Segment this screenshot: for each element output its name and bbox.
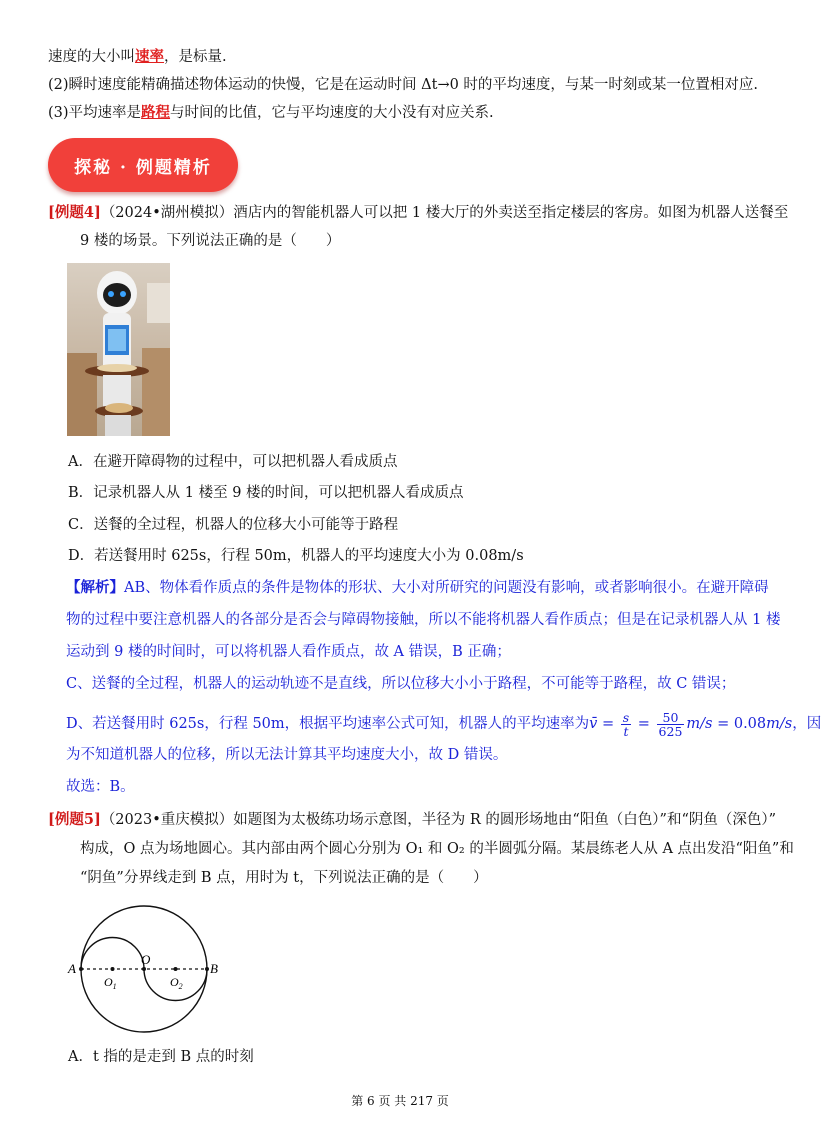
formula-fraction-s-over-t xyxy=(621,711,631,738)
analysis-text: AB、物体看作质点的条件是物体的形状、大小对所研究的问题没有影响，或者影响很小。在避开障碍 xyxy=(124,580,769,596)
intro-text: ，是标量. xyxy=(164,49,227,65)
example4-stem: （2024•湖州模拟）酒店内的智能机器人可以把 1 楼大厅的外卖送至指定楼层的客房。如图为机器人送餐至 xyxy=(100,205,789,221)
example5-option-a: A．t 指的是走到 B 点的时刻 xyxy=(68,1049,254,1065)
taiji-diagram xyxy=(60,900,240,1038)
example4-option-b: B．记录机器人从 1 楼至 9 楼的时间，可以把机器人看成质点 xyxy=(68,485,464,501)
label-b: B xyxy=(210,961,218,976)
formula-unit: m/s xyxy=(766,716,793,732)
label-a: A xyxy=(68,961,76,976)
intro-line-1 xyxy=(48,47,227,67)
analysis-line-6: 为不知道机器人的位移，所以无法计算其平均速度大小，故 D 错误。 xyxy=(66,747,508,763)
example5-tag: [例题5] xyxy=(48,811,101,828)
analysis-line-3: 运动到 9 楼的时间时，可以将机器人看作质点，故 A 错误，B 正确； xyxy=(66,644,511,660)
example5-stem-line-1 xyxy=(48,810,776,830)
example5-stem-line-2: 构成，O 点为场地圆心。其内部由两个圆心分别为 O₁ 和 O₂ 的半圆弧分隔。某晨练老人从 A 点出发沿“阳鱼”和 xyxy=(80,841,794,857)
label-o2: $O_2$ xyxy=(170,975,183,991)
intro-text: 速度的大小叫 xyxy=(48,49,135,65)
fraction-denominator: 625 xyxy=(658,723,683,739)
fraction-denominator: t xyxy=(623,723,629,739)
analysis-line-1 xyxy=(66,578,769,598)
intro-line-2: (2)瞬时速度能精确描述物体运动的快慢，它是在运动时间 Δt→0 时的平均速度，与某一时刻或某一位置相对应. xyxy=(48,77,759,93)
analysis-text: D、若送餐用时 625s，行程 50m，根据平均速率公式可知，机器人的平均速率为 xyxy=(66,716,590,732)
analysis-text: ，因 xyxy=(792,716,821,732)
section-banner: 探秘 · 例题精析 xyxy=(48,138,238,192)
page-footer: 第 6 页 共 217 页 xyxy=(351,1094,449,1108)
example4-option-d: D．若送餐用时 625s，行程 50m，机器人的平均速度大小为 0.08m/s xyxy=(68,548,524,564)
example4-stem-line-2: 9 楼的场景。下列说法正确的是（ ） xyxy=(80,233,341,249)
fraction-numerator: s xyxy=(622,709,630,725)
formula-equals: = xyxy=(597,716,619,732)
robot-photo xyxy=(67,263,170,436)
analysis-answer: 故选：B。 xyxy=(66,779,135,795)
analysis-tag: 【解析】 xyxy=(66,579,124,596)
analysis-line-5 xyxy=(66,707,821,741)
fraction-numerator: 50 xyxy=(657,711,685,725)
intro-text: 与时间的比值，它与平均速度的大小没有对应关系. xyxy=(170,105,494,121)
intro-line-3 xyxy=(48,103,494,123)
keyword-speed: 速率 xyxy=(135,48,164,65)
formula-equals: = xyxy=(633,716,655,732)
keyword-path: 路程 xyxy=(141,104,171,121)
formula-unit: m/s xyxy=(686,716,713,732)
intro-text: (3)平均速率是 xyxy=(48,105,142,121)
formula-vbar: v̄ xyxy=(589,716,598,732)
analysis-line-4: C、送餐的全过程，机器人的运动轨迹不是直线，所以位移大小小于路程，不可能等于路程，故 C 错误； xyxy=(66,676,736,692)
example4-stem-line-1 xyxy=(48,203,788,223)
example4-option-c: C．送餐的全过程，机器人的位移大小可能等于路程 xyxy=(68,517,399,533)
formula-result: = 0.08 xyxy=(712,716,767,732)
example4-option-a: A．在避开障碍物的过程中，可以把机器人看成质点 xyxy=(68,454,398,470)
formula-fraction-50-over-625 xyxy=(657,711,685,738)
example5-stem: （2023•重庆模拟）如题图为太极练功场示意图，半径为 R 的圆形场地由“阳鱼（白色）”和“阴鱼（深色）” xyxy=(100,812,777,828)
label-o: O xyxy=(141,952,151,967)
example4-tag: [例题4] xyxy=(48,204,101,221)
example5-stem-line-3: “阴鱼”分界线走到 B 点，用时为 t，下列说法正确的是（ ） xyxy=(80,870,488,886)
label-o1: $O_1$ xyxy=(104,975,117,991)
analysis-line-2: 物的过程中要注意机器人的各部分是否会与障碍物接触，所以不能将机器人看作质点；但是在记录机器人从 1 楼 xyxy=(66,612,781,628)
